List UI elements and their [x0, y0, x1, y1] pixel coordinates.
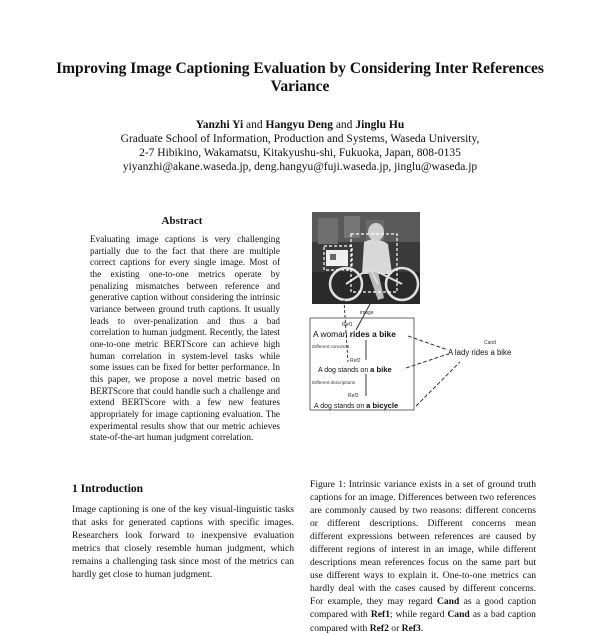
- figure-diagram: [308, 212, 528, 470]
- ref1-text: A woman: [313, 329, 350, 339]
- paper-title: Improving Image Captioning Evaluation by Considering Inter References Variance: [56, 60, 544, 95]
- caption-text: as a bad caption compared with: [310, 609, 536, 634]
- ref2-label: Ref2: [350, 358, 361, 364]
- affiliation-line: Graduate School of Information, Production and Systems, Waseda University,: [120, 133, 480, 145]
- ref2-text: A dog stands on: [318, 367, 371, 374]
- ref1-label: Ref1: [342, 322, 353, 328]
- photo-woman-bike: [312, 212, 420, 304]
- caption-text: Figure 1: Intrinsic variance exists in a set of ground truth captions for an image. Differences between two references are commonly caused by two reasons: different concerns or different descriptions. Different concerns mean different expressions between references are caused by different regions of interest in an image, while different descriptions mean references focus on the same part but use different ways to explain it. One-to-one metrics can hardly deal with the cases caused by different concerns. For example, they may regard: [310, 479, 536, 608]
- author-emails: yiyanzhi@akane.waseda.jp, deng.hangyu@fuji.waseda.jp, jinglu@waseda.jp: [122, 161, 478, 173]
- ref1-emphasis: rides a bike: [349, 329, 396, 339]
- cand-caption: A lady rides a bike: [448, 348, 512, 357]
- ref3-emphasis: a bicycle: [366, 401, 399, 410]
- cand-label: Cand: [484, 340, 496, 346]
- ref3-label: Ref3: [348, 393, 359, 399]
- caption-text: or: [388, 622, 402, 634]
- figure-caption: [310, 478, 536, 635]
- ref2-emphasis: a bike: [370, 365, 392, 374]
- affiliation-address: 2-7 Hibikino, Wakamatsu, Kitakyushu-shi, Fukuoka, Japan, 808-0135: [139, 147, 461, 159]
- caption-text: .: [420, 622, 424, 634]
- arrow-image-ref1: [356, 304, 370, 330]
- caption-text: as a good caption compared with: [310, 596, 536, 621]
- arrow-ref3-cand: [416, 362, 460, 406]
- abstract-text: Evaluating image captions is very challenging partially due to the fact that there are multiple correct captions for every single image. Most of the existing one-to-one metrics operate by penalizing mismatches between reference and generative caption without considering the intrinsic variance between ground truth captions. It usually leads to over-penalization and thus a bad correlation to human judgment. Recently, the latest one-to-one metric BERTScore can achieve high human correlation in system-level tasks while some issues can be fixed for better performance. In this paper, we propose a novel metric based on BERTScore that could handle such a challenge and extend BERTScore with a few new features appropriately for image captioning evaluation. The experimental results show that our metric achieves state-of-the-art human judgment correlation.: [90, 234, 280, 443]
- caption-term-cand: Cand: [447, 609, 470, 621]
- abstract-heading: Abstract: [161, 215, 203, 227]
- section-heading: 1 Introduction: [72, 483, 144, 495]
- ref3-caption: [314, 401, 398, 410]
- figure-1: [308, 212, 528, 470]
- caption-term-ref3: Ref3: [401, 622, 421, 634]
- author-separator: and: [335, 119, 353, 131]
- affiliation: [40, 132, 560, 174]
- ref1-caption: [313, 329, 396, 339]
- arrow-ref2-cand: [406, 354, 448, 368]
- label-different-descriptions: Different descriptions: [312, 380, 356, 385]
- author-name: Yanzhi Yi: [195, 119, 244, 131]
- caption-text: ; while regard: [390, 609, 448, 621]
- author-separator: and: [246, 119, 263, 131]
- author-name: Hangyu Deng: [265, 119, 333, 131]
- label-image: image: [360, 310, 374, 316]
- caption-term-ref2: Ref2: [369, 622, 389, 634]
- ref3-text: A dog stands on: [314, 403, 367, 410]
- author-list: [40, 118, 560, 132]
- author-name: Jinglu Hu: [355, 119, 405, 131]
- label-different-concerns: Different concerns: [312, 344, 350, 349]
- caption-term-cand: Cand: [436, 596, 460, 608]
- ref2-caption: [318, 365, 392, 374]
- caption-term-ref1: Ref1: [370, 609, 390, 621]
- introduction-text: Image captioning is one of the key visual-linguistic tasks that asks for generated captions with specific images. Researchers look forward to inexpensive evaluation metrics that closely resemble human judgment, which remains a challenging task since most of the metrics can hardly get close to human judgment.: [72, 504, 294, 581]
